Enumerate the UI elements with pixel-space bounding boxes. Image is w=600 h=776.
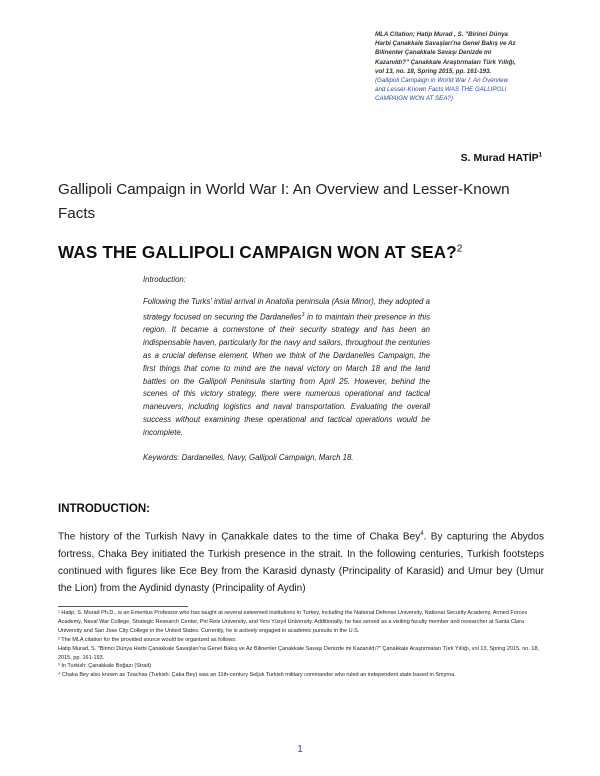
paragraph-text: The history of the Turkish Navy in Çanakkale dates to the time of Chaka Bey xyxy=(58,531,421,543)
citation-line: Harbi Çanakkale Savaşları'na Genel Bakış ve Az xyxy=(375,40,516,48)
footnotes xyxy=(58,609,544,680)
abstract-keywords: Keywords: Dardanelles, Navy, Gallipoli Campaign, March 18. xyxy=(143,452,354,462)
citation-link[interactable]: and Lesser-Known Facts WAS THE GALLIPOLI xyxy=(375,86,507,94)
footnote-divider xyxy=(58,606,188,607)
citation-line: MLA Citation; Hatip Murad , S. "Birinci Dünya xyxy=(375,31,508,38)
author-text: S. Murad HATİP xyxy=(460,152,539,164)
citation-line: vol 13, no. 18, Spring 2015, pp. 161-193. xyxy=(375,67,492,75)
citation-block xyxy=(375,30,555,104)
citation-link[interactable]: (Gallipoli Campaign in World War I: An Overview xyxy=(375,77,509,85)
abstract-text: in to maintain their presence in this region. It became a cornerstone of their security strategy and has been an indispensable haven, particularly for the navy and sailors, throughout the centuries as a crucial defense element. When we think of the Dardanelles Campaign, the first things that come to mind are the naval victory on March 18 and the land battles on the Gallipoli Peninsula starting from April 25. However, behind the scenes of this victory strategy, there were numerous operational and tactical maneuvers, including logistics and naval transportation. Evaluating the overall success without examining these operational and tactical operations would be incomplete. xyxy=(143,312,430,437)
citation-line: Bilinenler Çanakkale Savaşı Denizde mi xyxy=(375,49,492,57)
footnote-mark: 1 xyxy=(538,152,542,159)
abstract xyxy=(143,274,430,465)
author-name xyxy=(461,152,542,164)
footnote: Hatip Murad, S. "Birinci Dünya Harbi Çanakkale Savaşları'na Genel Bakış ve Az Bilinenler Çanakkale Savaşı Denizde mi Kazanıldı?" Çanakkale Araştırmaları Türk Yıllığı, vol 13, Spring 2015, no. 18, 2015, pp. 161-193. xyxy=(58,645,540,661)
body-paragraph xyxy=(58,526,544,597)
abstract-text: Following the Turks' initial arrival in Anatolia peninsula (Asia Minor), they adopted a strategy focused on securing the Dardanelles xyxy=(143,296,430,322)
footnote: ³ In Turkish; Çanakkale Boğazı (Strait) xyxy=(58,663,151,670)
footnote: ¹ Hatip, S. Murad Ph.D., is an Emeritus Professor who has taught at several esteemed institutions in Turkey, including the National Defense University, National Security Academy, Armed Forces Academy, Naval War College, Strategic Research Center, Piri Reis University, and Yeni Yüzyıl University. Additionally, he has served as a visiting faculty member and researcher at Santa Clara University and San Jose City College in the United States. Currently, he is actively engaged in academic pursuits in the U.S. xyxy=(58,610,528,634)
section-heading: INTRODUCTION: xyxy=(58,503,150,515)
footnote-mark: 2 xyxy=(456,243,463,255)
paper-subtitle: Gallipoli Campaign in World War I: An Overview and Lesser-Known Facts xyxy=(58,181,510,222)
footnote-mark: 3 xyxy=(301,311,305,318)
footnote-mark: 4 xyxy=(420,531,424,537)
citation-line: Kazanıldı?" Çanakkale Araştırmaları Türk Yıllığı, xyxy=(375,58,516,66)
citation-link[interactable]: CAMPAIGN WON AT SEA?) xyxy=(375,95,453,103)
paper-title xyxy=(58,242,462,263)
abstract-label: Introduction: xyxy=(143,275,186,284)
paragraph-text: . By capturing the Abydos fortress, Chaka Bey initiated the Turkish presence in the strait. In the following centuries, Turkish footsteps continued with figures like Ece Bey from the Karasid dynasty (Principality of Karasid) and Umur bey (Umur the Lion) from the Aydinid dynasty (Principality of Aydin) xyxy=(58,531,544,594)
page-number: 1 xyxy=(297,744,303,755)
footnote: ² The MLA citation for the provided source would be organized as follows: xyxy=(58,636,237,643)
paper-title-text: WAS THE GALLIPOLI CAMPAIGN WON AT SEA? xyxy=(58,242,457,262)
abstract-body xyxy=(143,296,430,440)
footnote: ⁴ Chaka Bey also known as Tzachas (Turkish: Çaka Bey) was an 11th-century Seljuk Turkish military commander who ruled an independent state based in Smyrna. xyxy=(58,672,456,679)
